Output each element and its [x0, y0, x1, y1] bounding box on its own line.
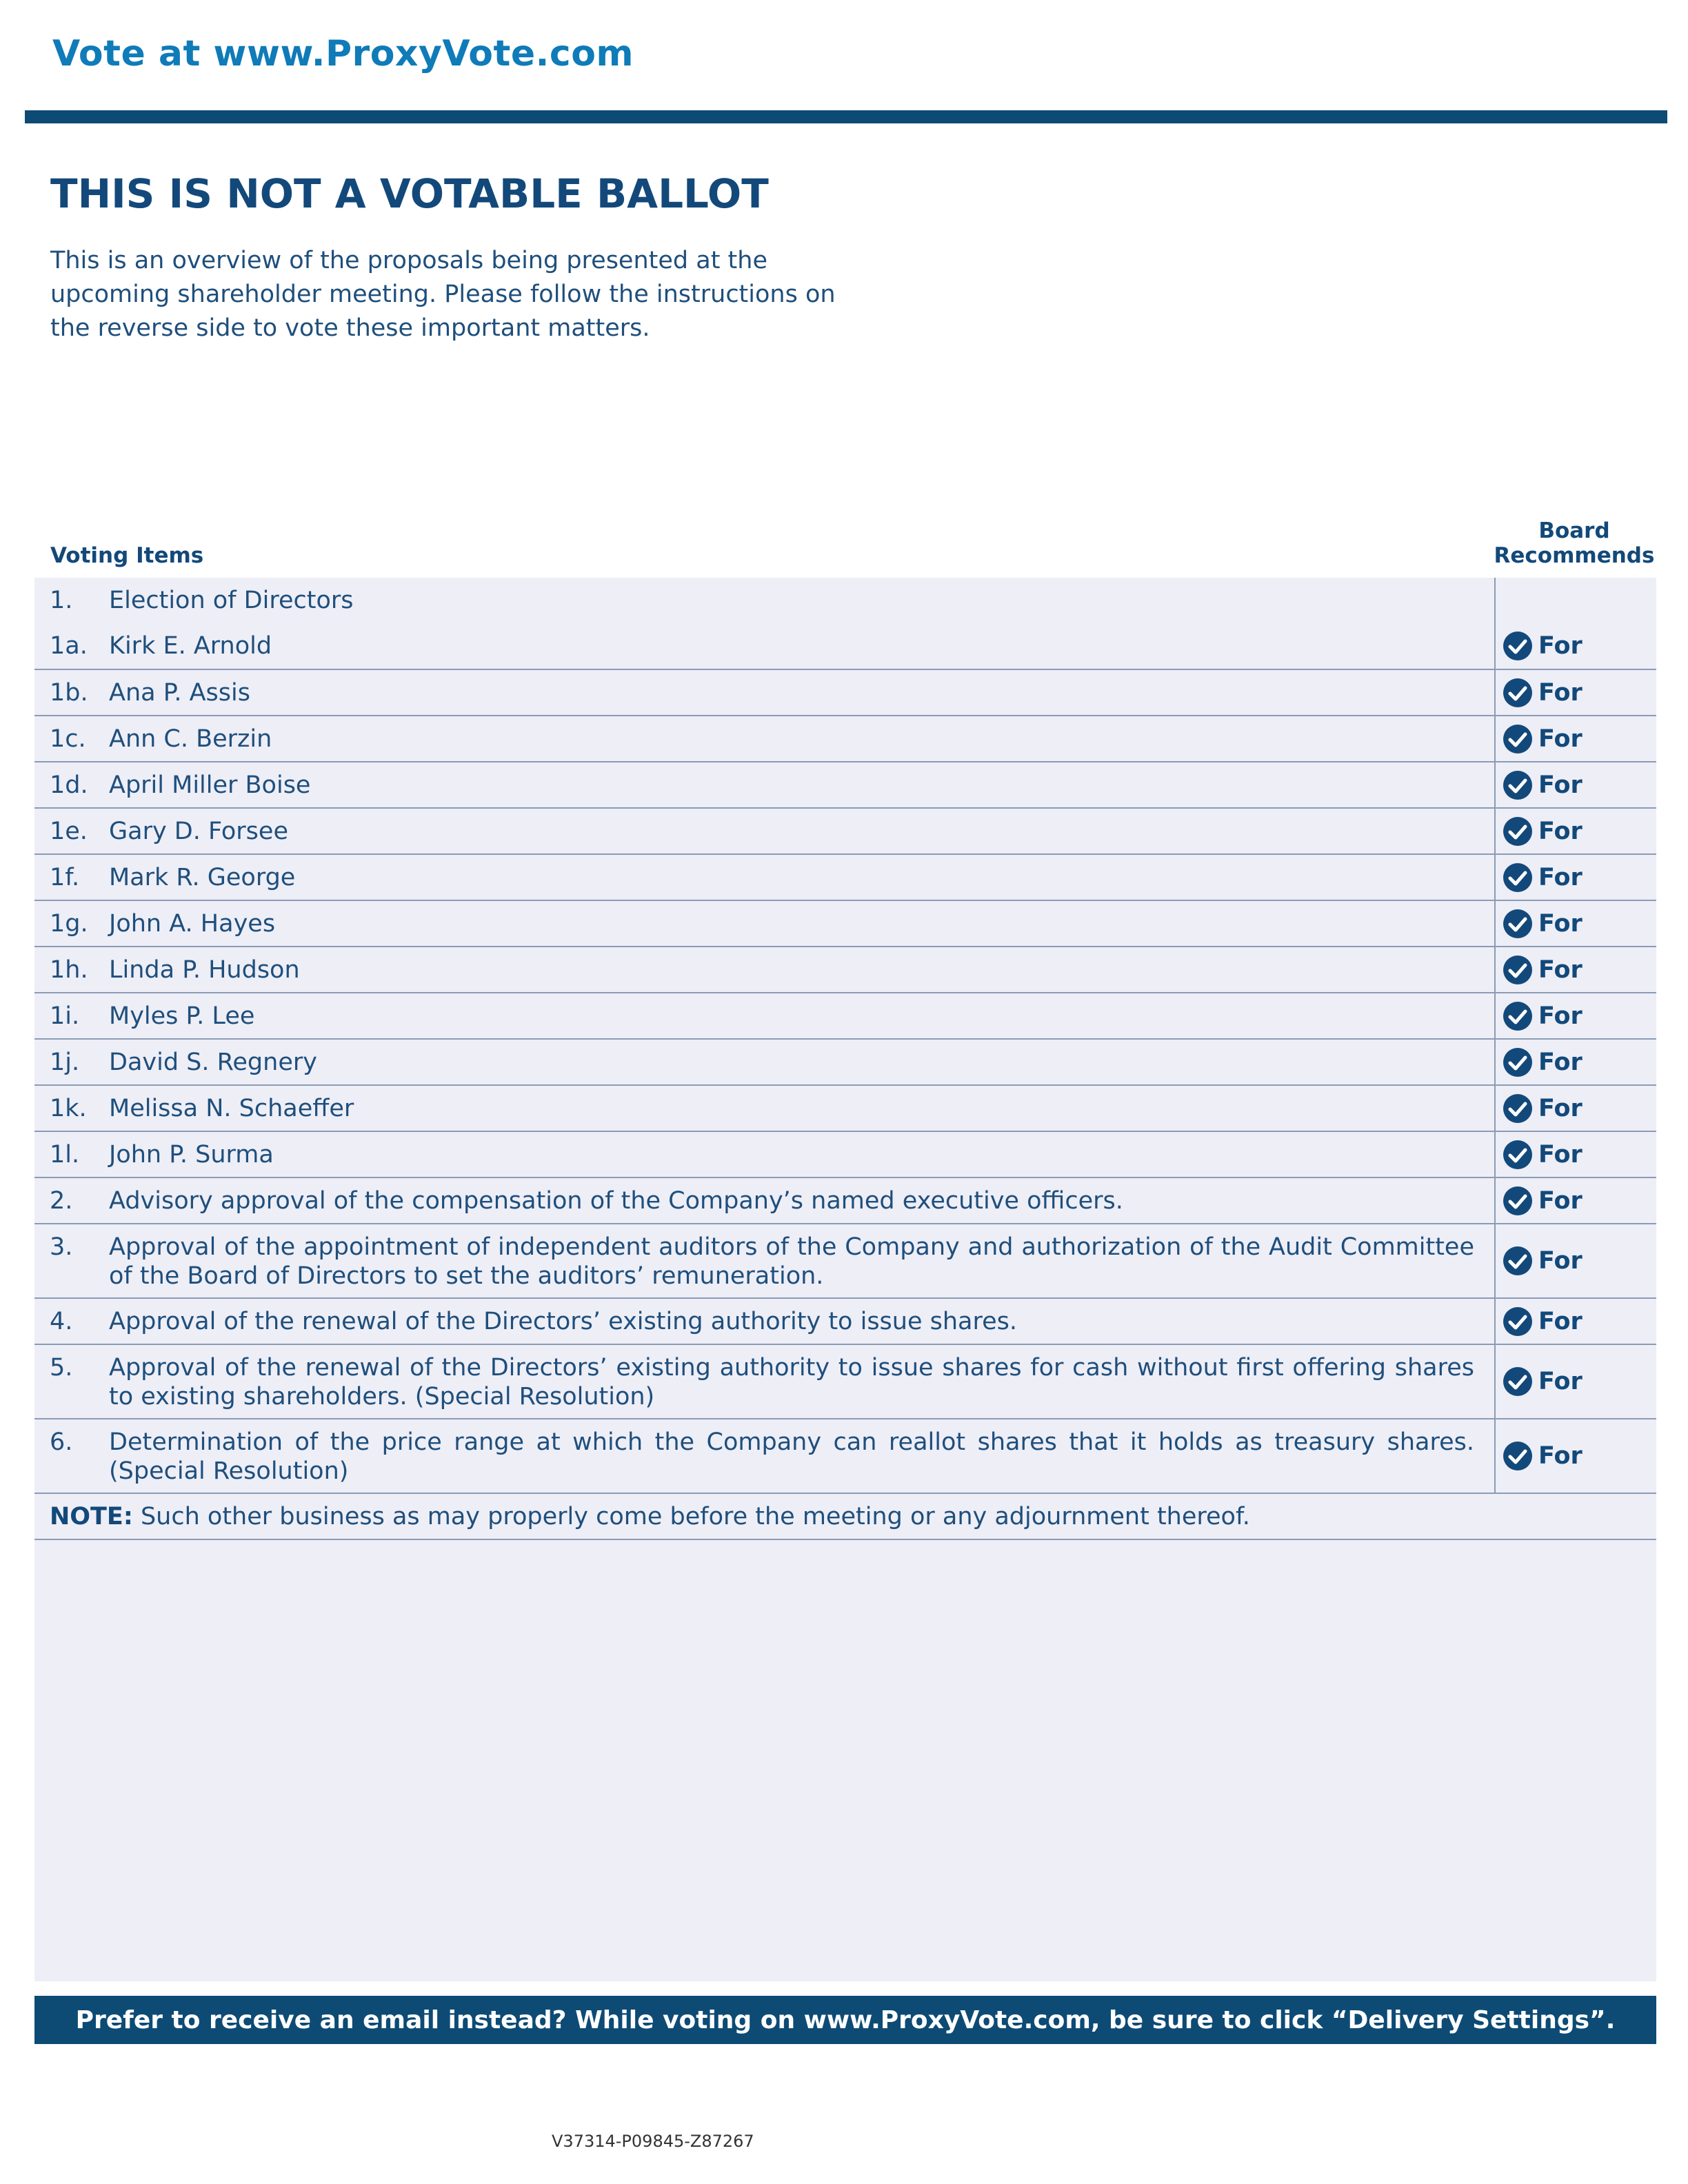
voting-item-row [34, 1086, 1656, 1132]
recommendation-cell [1494, 1132, 1658, 1177]
recommendation-cell [1494, 1419, 1658, 1493]
recommendation-cell [1494, 855, 1658, 900]
recommendation-label: For [1538, 956, 1582, 984]
voting-item-row [34, 1132, 1656, 1178]
check-circle-icon [1503, 1001, 1533, 1031]
check-circle-icon [1503, 1441, 1533, 1471]
check-circle-icon [1503, 1140, 1533, 1170]
recommendation-label: For [1538, 1186, 1582, 1215]
recommendation-cell [1494, 1086, 1658, 1131]
voting-item-row [34, 1040, 1656, 1086]
check-circle-icon [1503, 1047, 1533, 1078]
check-circle-icon [1503, 1246, 1533, 1276]
row-text: John A. Hayes [109, 910, 276, 938]
row-text: Linda P. Hudson [109, 956, 300, 984]
recommendation-cell [1494, 901, 1658, 946]
row-text: Approval of the appointment of independent auditors of the Company and authorization of the Audit Committee of the Board of Directors to set the auditors’ remuneration. [109, 1233, 1474, 1290]
header-divider [25, 110, 1667, 123]
intro-paragraph: This is an overview of the proposals being presented at the upcoming shareholder meeting. Please follow the instructions on the reverse side to vote these important matters. [50, 247, 836, 342]
recommendation-label: For [1538, 1247, 1582, 1275]
recommendation-label: For [1538, 1048, 1582, 1076]
delivery-settings-text: Prefer to receive an email instead? While voting on www.ProxyVote.com, be sure to click “Delivery Settings”. [75, 2005, 1616, 2034]
recommendation-cell [1494, 762, 1658, 807]
note-label: NOTE: [50, 1503, 133, 1530]
voting-item-row [34, 1178, 1656, 1224]
recommendation-cell [1494, 670, 1658, 715]
voting-item-row [34, 1224, 1656, 1299]
check-circle-icon [1503, 955, 1533, 985]
check-circle-icon [1503, 724, 1533, 754]
row-number: 3. [50, 1233, 73, 1261]
voting-item-row [34, 993, 1656, 1040]
recommendation-label: For [1538, 1307, 1582, 1335]
row-number: 1. [50, 587, 73, 614]
row-text: Election of Directors [109, 587, 354, 614]
row-text: April Miller Boise [109, 771, 311, 799]
row-text: Melissa N. Schaeffer [109, 1095, 354, 1122]
voting-items-header: Voting Items [50, 543, 204, 568]
row-number: 1k. [50, 1095, 87, 1122]
row-number: 4. [50, 1308, 73, 1335]
voting-item-row [34, 1299, 1656, 1345]
row-number: 1l. [50, 1141, 80, 1169]
recommendation-cell [1494, 1040, 1658, 1084]
voting-item-row [34, 855, 1656, 901]
recommendation-label: For [1538, 1442, 1582, 1470]
row-text: Approval of the renewal of the Directors’ existing authority to issue shares. [109, 1308, 1018, 1335]
row-number: 1a. [50, 632, 88, 660]
row-text: Myles P. Lee [109, 1002, 255, 1030]
check-circle-icon [1503, 678, 1533, 708]
row-number: 1c. [50, 725, 86, 753]
recommendation-label: For [1538, 1368, 1582, 1395]
check-circle-icon [1503, 1306, 1533, 1337]
voting-item-row [34, 809, 1656, 855]
voting-item-row [34, 762, 1656, 809]
recommendation-cell [1494, 809, 1658, 853]
recommendation-label: For [1538, 863, 1582, 891]
board-recommends-line1: Board [1538, 518, 1610, 543]
recommendation-cell [1494, 623, 1658, 669]
row-number: 2. [50, 1187, 73, 1215]
row-number: 1e. [50, 818, 88, 845]
row-text: Mark R. George [109, 864, 296, 891]
recommendation-cell [1494, 1224, 1658, 1297]
row-text: Ann C. Berzin [109, 725, 272, 753]
row-text: Ana P. Assis [109, 679, 250, 707]
check-circle-icon [1503, 862, 1533, 893]
row-number: 5. [50, 1354, 73, 1382]
voting-item-row [34, 623, 1656, 670]
board-recommends-header [1491, 518, 1657, 568]
recommendation-label: For [1538, 725, 1582, 753]
note-text [50, 1502, 1250, 1531]
row-number: 1i. [50, 1002, 80, 1030]
row-number: 1b. [50, 679, 88, 707]
recommendation-cell-empty [1494, 578, 1658, 623]
recommendation-cell [1494, 993, 1658, 1038]
proxyvote-link[interactable]: Vote at www.ProxyVote.com [52, 33, 634, 74]
check-circle-icon [1503, 770, 1533, 800]
recommendation-cell [1494, 1345, 1658, 1418]
row-number: 1j. [50, 1049, 80, 1076]
check-circle-icon [1503, 1093, 1533, 1124]
row-number: 1d. [50, 771, 88, 799]
voting-item-row [34, 1419, 1656, 1494]
recommendation-label: For [1538, 817, 1582, 845]
recommendation-label: For [1538, 771, 1582, 799]
note-row [34, 1494, 1656, 1540]
election-header-row [34, 578, 1656, 623]
delivery-settings-banner [34, 1996, 1656, 2044]
voting-item-row [34, 716, 1656, 762]
recommendation-label: For [1538, 1094, 1582, 1122]
voting-item-row [34, 670, 1656, 716]
check-circle-icon [1503, 631, 1533, 661]
recommendation-label: For [1538, 909, 1582, 938]
row-text: Kirk E. Arnold [109, 632, 272, 660]
row-text: Determination of the price range at which the Company can reallot shares that it holds as treasury shares. (Special Resolution) [109, 1428, 1474, 1485]
recommendation-cell [1494, 716, 1658, 761]
check-circle-icon [1503, 909, 1533, 939]
recommendation-label: For [1538, 632, 1582, 660]
recommendation-label: For [1538, 1140, 1582, 1169]
check-circle-icon [1503, 1186, 1533, 1216]
voting-item-row [34, 947, 1656, 993]
row-number: 1f. [50, 864, 80, 891]
recommendation-cell [1494, 947, 1658, 992]
row-text: Advisory approval of the compensation of the Company’s named executive officers. [109, 1187, 1123, 1215]
board-recommends-line2: Recommends [1494, 543, 1655, 568]
row-number: 6. [50, 1428, 73, 1456]
recommendation-label: For [1538, 678, 1582, 707]
row-text: Approval of the renewal of the Directors’ existing authority to issue shares for cash without first offering shares to existing shareholders. (Special Resolution) [109, 1354, 1474, 1410]
row-number: 1g. [50, 910, 88, 938]
row-number: 1h. [50, 956, 88, 984]
page-title: THIS IS NOT A VOTABLE BALLOT [50, 170, 769, 217]
recommendation-cell [1494, 1178, 1658, 1223]
check-circle-icon [1503, 1366, 1533, 1397]
row-text: David S. Regnery [109, 1049, 317, 1076]
recommendation-label: For [1538, 1002, 1582, 1030]
check-circle-icon [1503, 816, 1533, 847]
document-code: V37314-P09845-Z87267 [552, 2132, 754, 2151]
recommendation-cell [1494, 1299, 1658, 1344]
note-body: Such other business as may properly come before the meeting or any adjournment thereof. [132, 1503, 1250, 1530]
row-text: Gary D. Forsee [109, 818, 288, 845]
voting-item-row [34, 901, 1656, 947]
row-text: John P. Surma [109, 1141, 274, 1169]
voting-item-row [34, 1345, 1656, 1419]
